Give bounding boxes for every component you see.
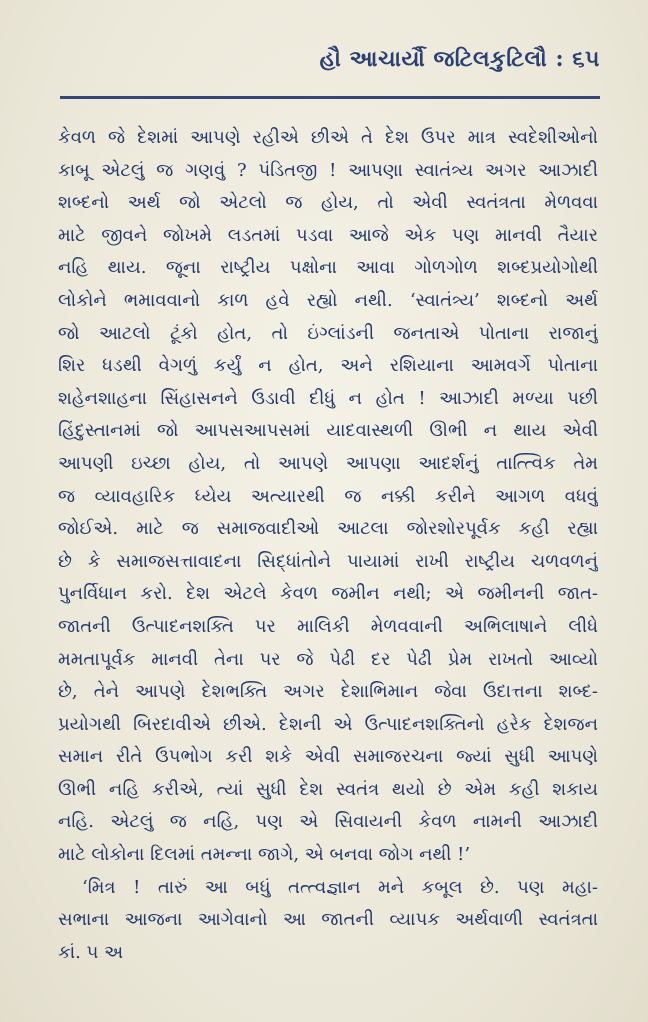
text-line: જ વ્યાવહારિક ધ્યેય અત્યારથી જ નક્કી કરીને આગળ વધવું	[58, 485, 598, 507]
text-line: છે કે સમાજસત્તાવાદના સિદ્ધાંતોને પાયામાં રાખી રાષ્ટ્રીય ચળવળનું	[58, 550, 598, 572]
text-line: નહિ થાય. જૂના રાષ્ટ્રીય પક્ષોના આવા ગોળગોળ શબ્દપ્રયોગોથી	[58, 257, 598, 279]
text-line: પ્રયોગથી બિરદાવીએ છીએ. દેશની એ ઉત્પાદનશક્તિનો હરેક દેશજન	[58, 713, 598, 735]
text-line: શબ્દનો અર્થ જો એટલો જ હોય, તો એવી સ્વતંત્રતા મેળવવા	[58, 192, 598, 214]
text-line: શિર ધડથી વેગળું કર્યું ન હોત, અને રશિયાના આમવર્ગે પોતાના	[58, 355, 598, 377]
text-line: છે, તેને આપણે દેશભક્તિ અગર દેશાભિમાન જેવા ઉદાત્તના શબ્દ-	[58, 681, 598, 703]
text-line: માટે લોકોના દિલમાં તમન્ના જાગે, એ બનવા જોગ નથી !’	[58, 844, 471, 866]
text-line: સભાના આજના આગેવાનો આ જાતની વ્યાપક અર્થવાળી સ્વતંત્રતા	[58, 909, 598, 931]
text-line: સમાન રીતે ઉપભોગ કરી શકે એવી સમાજરચના જ્યાં સુધી આપણે	[58, 746, 598, 768]
running-header: હૌ આચાર્યૌ જટિલકુટિલૌ : ૬૫	[319, 46, 600, 72]
text-line: કાબૂ એટલું જ ગણવું ? પંડિતજી ! આપણા સ્વાતંત્ર્ય અગર આઝાદી	[58, 159, 598, 181]
text-line: પુનર્વિધાન કરો. દેશ એટલે કેવળ જમીન નથી; એ જમીનની જાત-	[58, 583, 598, 605]
text-line: નહિ. એટલું જ નહિ, પણ એ સિવાયની કેવળ નામની આઝાદી	[58, 811, 598, 833]
text-line: ઊભી નહિ કરીએ, ત્યાં સુધી દેશ સ્વતંત્ર થયો છે એમ કહી શકાય	[58, 778, 598, 800]
text-line: લોકોને ભમાવવાનો કાળ હવે રહ્યો નથી. ‘સ્વાતંત્ર્ય’ શબ્દનો અર્થ	[58, 289, 598, 311]
text-line: ‘મિત્ર ! તારું આ બધું તત્ત્વજ્ઞાન મને કબૂલ છે. પણ મહા-	[82, 876, 598, 898]
body-text	[58, 122, 598, 969]
text-line: માટે જીવને જોખમે લડતમાં પડવા આજે એક પણ માનવી તૈયાર	[58, 224, 598, 246]
signature-mark: કાં. ૫ અ	[58, 941, 124, 963]
text-line: હિંદુસ્તાનમાં જો આપસઆપસમાં યાદવાસ્થળી ઊભી ન થાય એવી	[58, 420, 598, 442]
text-line: આપણી ઇચ્છા હોય, તો આપણે આપણા આદર્શનું તાત્ત્વિક તેમ	[58, 452, 598, 474]
text-line: જાતની ઉત્પાદનશક્તિ પર માલિકી મેળવવાની અભિલાષાને લીધે	[58, 615, 598, 637]
header-rule	[60, 96, 600, 99]
text-line: જોઈએ. માટે જ સમાજવાદીઓ આટલા જોરશોરપૂર્વક કહી રહ્યા	[58, 518, 598, 540]
text-line: મમતાપૂર્વક માનવી તેના પર જે પેઢી દર પેઢી પ્રેમ રાખતો આવ્યો	[58, 648, 598, 670]
text-line: જો આટલો ટૂંકો હોત, તો ઇંગ્લાંડની જનતાએ પોતાના રાજાનું	[58, 322, 598, 344]
text-line: શહેનશાહના સિંહાસનને ઉડાવી દીધું ન હોત ! આઝાદી મળ્યા પછી	[58, 387, 598, 409]
text-line: કેવળ જે દેશમાં આપણે રહીએ છીએ તે દેશ ઉપર માત્ર સ્વદેશીઓનો	[58, 127, 598, 148]
